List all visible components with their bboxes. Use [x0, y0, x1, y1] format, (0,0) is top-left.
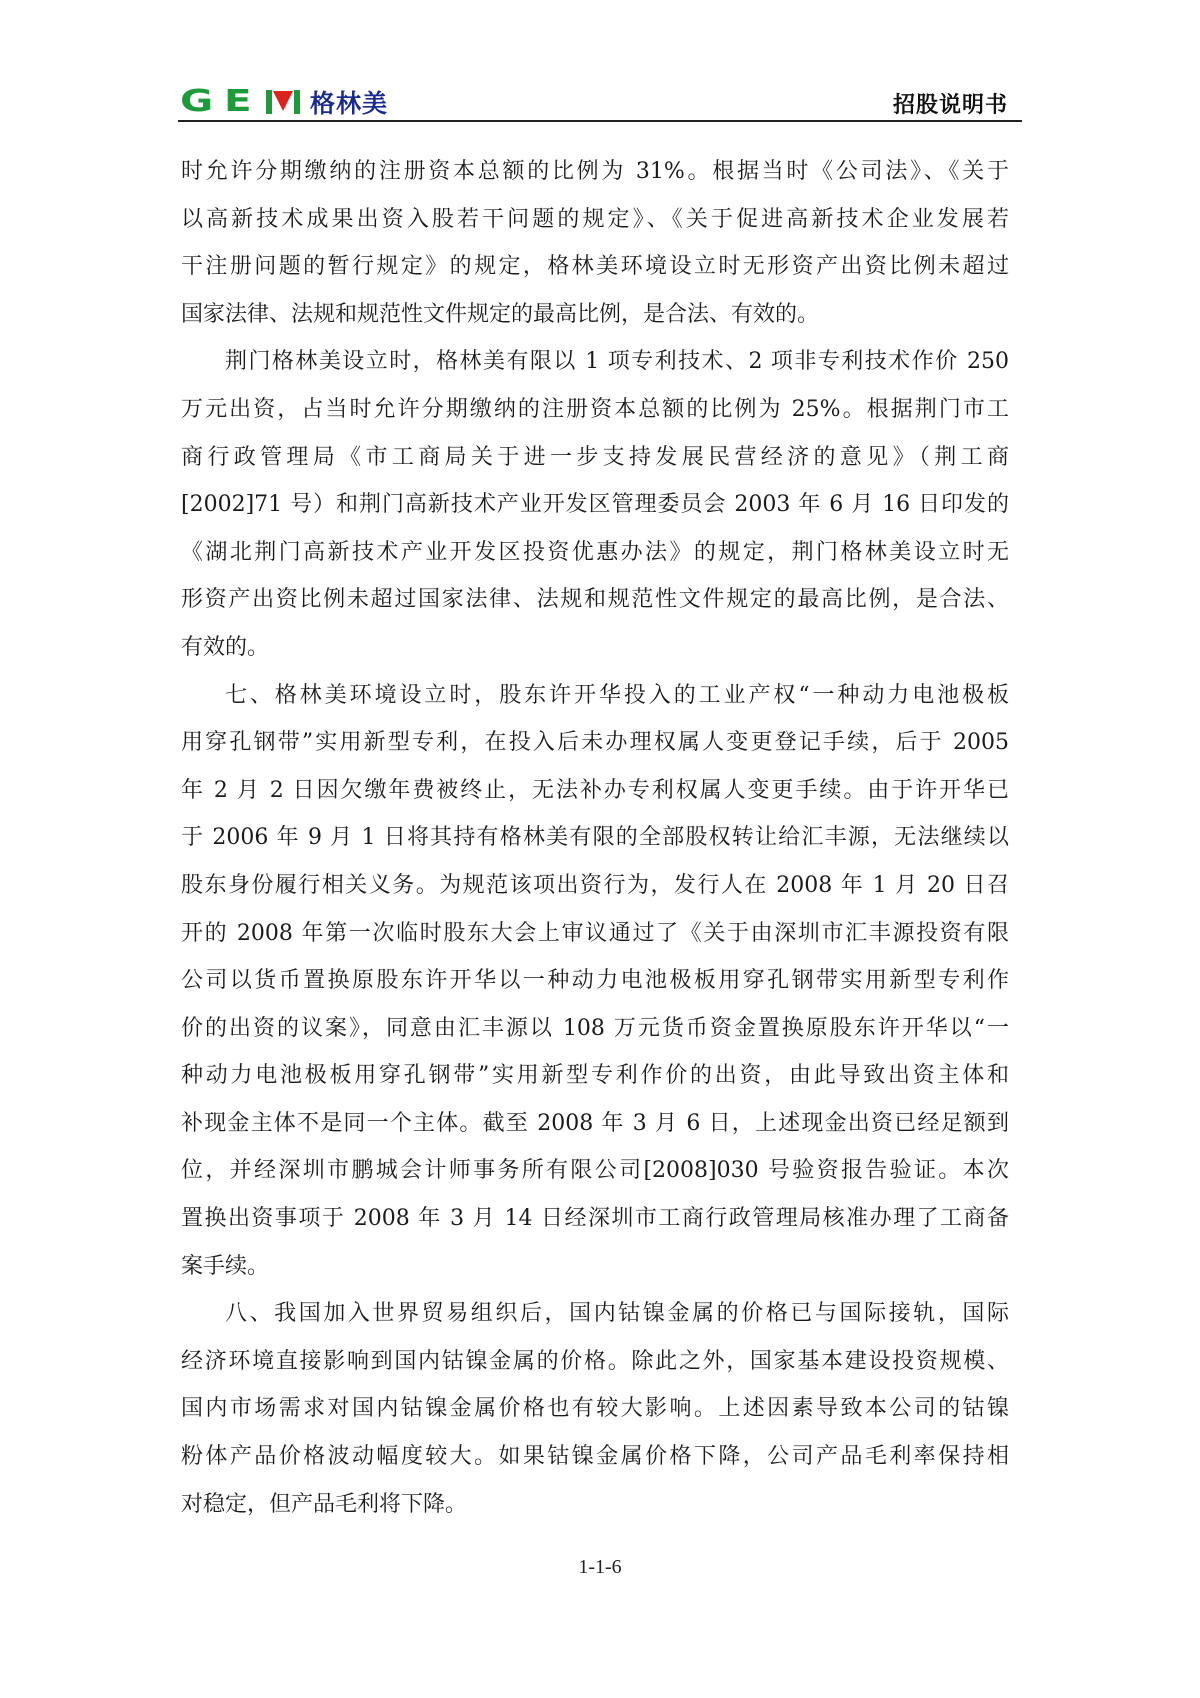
logo-letter-g: G [180, 84, 212, 119]
text-line: 八、我国加入世界贸易组织后，国内钴镍金属的价格已与国际接轨，国际 [225, 1301, 1009, 1327]
text-line: 荆门格林美设立时，格林美有限以 1 项专利技术、2 项非专利技术作价 250 [225, 349, 1009, 375]
text-line: 公司以货币置换原股东许开华以一种动力电池极板用穿孔钢带实用新型专利作 [181, 968, 1009, 994]
text-line: 种动力电池极板用穿孔钢带”实用新型专利作价的出资，由此导致出资主体和 [181, 1063, 1009, 1089]
logo-m-mark-icon [266, 90, 300, 114]
text-line: 于 2006 年 9 月 1 日将其持有格林美有限的全部股权转让给汇丰源，无法继续以 [181, 825, 1009, 851]
text-line: 用穿孔钢带”实用新型专利，在投入后未办理权属人变更登记手续，后于 2005 [181, 730, 1009, 756]
paragraph [181, 672, 1009, 1291]
text-line: 七、格林美环境设立时，股东许开华投入的工业产权“一种动力电池极板 [225, 682, 1009, 708]
logo-letter-e: E [224, 84, 251, 119]
text-line: 案手续。 [181, 1253, 270, 1279]
document-type-title: 招股说明书 [892, 93, 1008, 118]
header-divider [178, 120, 1022, 122]
page-header [180, 80, 1022, 120]
text-line: 对稳定，但产品毛利将下降。 [181, 1491, 468, 1517]
paragraph [181, 338, 1009, 671]
text-line: 国内市场需求对国内钴镍金属价格也有较大影响。上述因素导致本公司的钴镍 [181, 1396, 1009, 1422]
text-line: 干注册问题的暂行规定》的规定，格林美环境设立时无形资产出资比例未超过 [181, 254, 1009, 280]
text-line: 开的 2008 年第一次临时股东大会上审议通过了《关于由深圳市汇丰源投资有限 [181, 920, 1009, 946]
paragraph [181, 148, 1009, 338]
text-line: 国家法律、法规和规范性文件规定的最高比例，是合法、有效的。 [181, 301, 820, 327]
text-line: [2002]71 号）和荆门高新技术产业开发区管理委员会 2003 年 6 月 16 日印发的 [181, 492, 1009, 518]
paragraph [181, 1290, 1009, 1528]
text-line: 《湖北荆门高新技术产业开发区投资优惠办法》的规定，荆门格林美设立时无 [181, 539, 1009, 565]
text-line: 形资产出资比例未超过国家法律、法规和规范性文件规定的最高比例，是合法、 [181, 587, 1009, 613]
text-line: 粉体产品价格波动幅度较大。如果钴镍金属价格下降，公司产品毛利率保持相 [181, 1444, 1009, 1470]
text-line: 以高新技术成果出资入股若干问题的规定》、《关于促进高新技术企业发展若 [181, 206, 1009, 232]
logo-chinese-name: 格林美 [310, 89, 389, 118]
document-body [181, 148, 1009, 1528]
text-line: 价的出资的议案》，同意由汇丰源以 108 万元货币资金置换原股东许开华以“一 [181, 1015, 1009, 1041]
company-logo [180, 84, 388, 120]
text-line: 万元出资，占当时允许分期缴纳的注册资本总额的比例为 25%。根据荆门市工 [181, 396, 1009, 422]
text-line: 商行政管理局《市工商局关于进一步支持发展民营经济的意见》（荆工商 [181, 444, 1009, 470]
text-line: 置换出资事项于 2008 年 3 月 14 日经深圳市工商行政管理局核准办理了工商备 [181, 1206, 1009, 1232]
text-line: 经济环境直接影响到国内钴镍金属的价格。除此之外，国家基本建设投资规模、 [181, 1348, 1009, 1374]
text-line: 补现金主体不是同一个主体。截至 2008 年 3 月 6 日，上述现金出资已经足额到 [181, 1110, 1009, 1136]
text-line: 股东身份履行相关义务。为规范该项出资行为，发行人在 2008 年 1 月 20 日召 [181, 872, 1009, 898]
text-line: 年 2 月 2 日因欠缴年费被终止，无法补办专利权属人变更手续。由于许开华已 [181, 777, 1009, 803]
text-line: 位，并经深圳市鹏城会计师事务所有限公司[2008]030 号验资报告验证。本次 [181, 1158, 1009, 1184]
page-number: 1-1-6 [578, 1556, 622, 1578]
logo-letters [180, 84, 300, 119]
text-line: 时允许分期缴纳的注册资本总额的比例为 31%。根据当时《公司法》、《关于 [181, 159, 1009, 184]
text-line: 有效的。 [181, 634, 270, 660]
